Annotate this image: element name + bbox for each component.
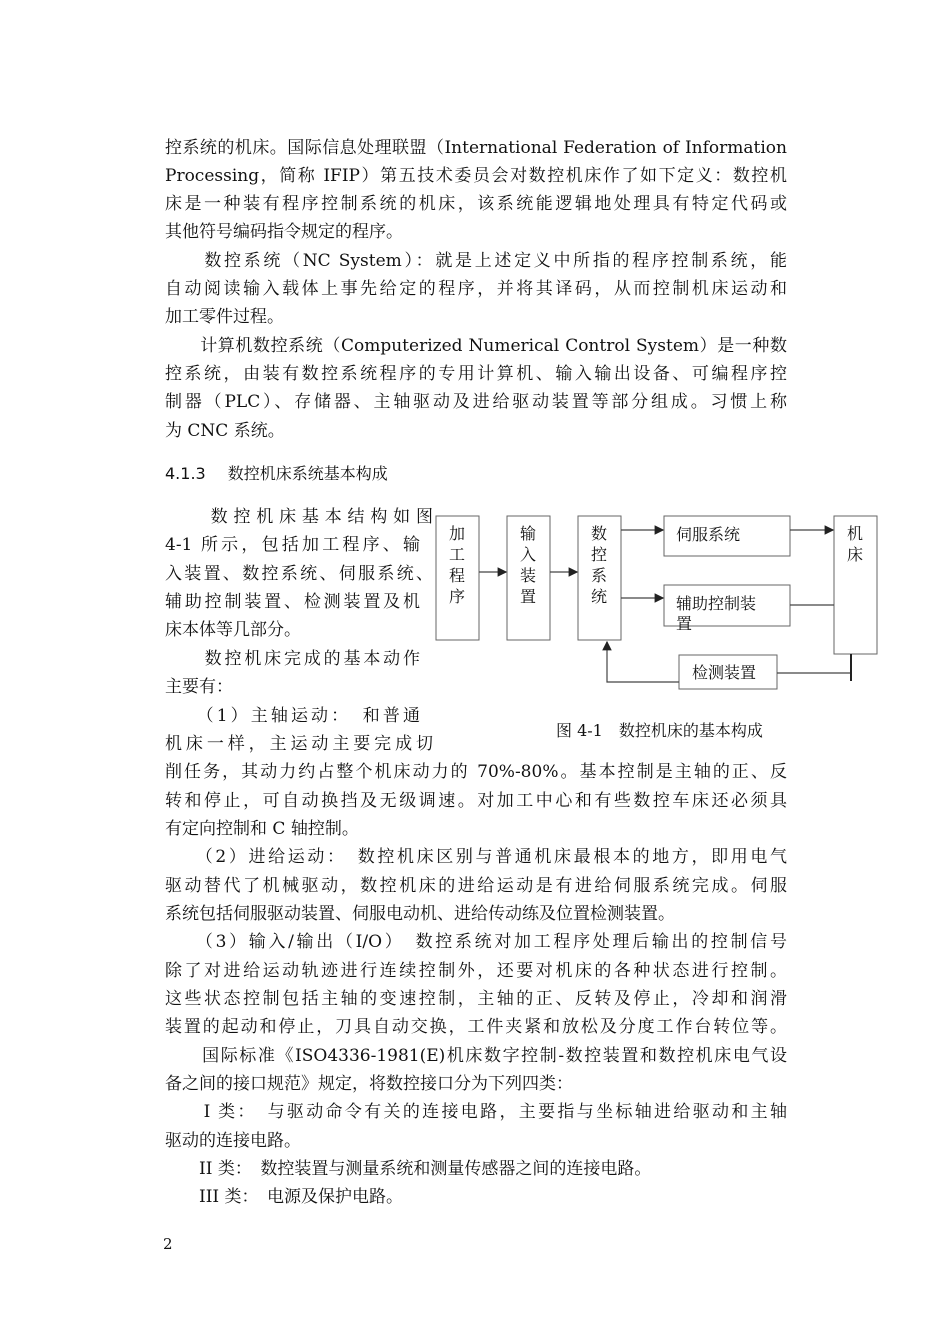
- servo-system-box: [664, 516, 790, 556]
- detect-box-label: 检测装置: [692, 663, 757, 682]
- arrow-detect-to-nc: [607, 642, 679, 682]
- paragraph-line: 有定向控制和 C 轴控制。: [165, 819, 359, 839]
- input-box-char: 装: [520, 566, 537, 585]
- program-box-char: 程: [449, 566, 466, 585]
- aux-box-label-line1: 辅助控制装: [676, 594, 757, 613]
- paragraph-line: I 类： 与驱动命令有关的连接电路，主要指与坐标轴进给驱动和主轴: [165, 1102, 787, 1122]
- section-title: 数控机床系统基本构成: [227, 464, 388, 483]
- paragraph-line: 其他符号编码指令规定的程序。: [165, 222, 403, 242]
- machine-box-char: 机: [847, 524, 864, 543]
- line-machine-to-detect: [777, 654, 851, 673]
- page-number: 2: [163, 1235, 173, 1253]
- nc-box-char: 统: [591, 587, 608, 606]
- paragraph-line: 这些状态控制包括主轴的变速控制，主轴的正、反转及停止，冷却和润滑: [165, 989, 787, 1009]
- detection-device-box: [679, 655, 777, 689]
- program-box-char: 加: [449, 524, 466, 543]
- nc-box-char: 系: [591, 566, 608, 585]
- input-device-box: [507, 516, 550, 640]
- program-box-char: 工: [449, 545, 466, 564]
- input-box-char: 入: [520, 545, 537, 564]
- servo-box-label: 伺服系统: [676, 525, 741, 544]
- paragraph-line: 国际标准《ISO4336-1981(E)机床数字控制-数控装置和数控机床电气设: [165, 1046, 787, 1066]
- section-number: 4.1.3: [165, 464, 206, 483]
- paragraph-line: 控系统的机床。国际信息处理联盟（International Federation of Information: [165, 138, 787, 158]
- paragraph-line: Processing，简称 IFIP）第五技术委员会对数控机床作了如下定义：数控机: [165, 166, 787, 186]
- nc-box-char: 数: [591, 524, 608, 543]
- paragraph-line: 为 CNC 系统。: [165, 421, 285, 441]
- paragraph-line: 制器（PLC）、存储器、主轴驱动及进给驱动装置等部分组成。习惯上称: [165, 392, 787, 412]
- paragraph-line: 除了对进给运动轨迹进行连续控制外，还要对机床的各种状态进行控制。: [165, 961, 787, 981]
- program-box: [436, 516, 479, 640]
- paragraph-line: （1）主轴运动： 和普通: [165, 706, 420, 726]
- paragraph-line: 床本体等几部分。: [165, 620, 301, 640]
- machine-tool-box: [834, 516, 877, 654]
- paragraph-line: 辅助控制装置、检测装置及机: [165, 592, 420, 612]
- paragraph-line: 削任务，其动力约占整个机床动力的 70%-80%。基本控制是主轴的正、反: [165, 762, 787, 782]
- paragraph-line: （3）输入/输出（I/O） 数控系统对加工程序处理后输出的控制信号: [165, 932, 787, 952]
- input-box-char: 置: [520, 587, 537, 606]
- paragraph-line: 自动阅读输入载体上事先给定的程序，并将其译码，从而控制机床运动和: [165, 279, 787, 299]
- paragraph-line: 装置的起动和停止，刀具自动交换，工件夹紧和放松及分度工作台转位等。: [165, 1017, 787, 1037]
- paragraph-line: II 类： 数控装置与测量系统和测量传感器之间的连接电路。: [165, 1159, 652, 1179]
- paragraph-line: 数控机床完成的基本动作: [165, 649, 420, 669]
- paragraph-line: 床是一种装有程序控制系统的机床，该系统能逻辑地处理具有特定代码或: [165, 194, 787, 214]
- paragraph-line: 驱动替代了机械驱动，数控机床的进给运动是有进给伺服系统完成。伺服: [165, 876, 787, 896]
- section-heading: [165, 461, 388, 484]
- paragraph-line: 数控机床基本结构如图: [165, 507, 433, 527]
- paragraph-line: 转和停止，可自动换挡及无级调速。对加工中心和有些数控车床还必须具: [165, 791, 787, 811]
- nc-system-box: [578, 516, 621, 640]
- machine-box-char: 床: [847, 545, 864, 564]
- nc-box-char: 控: [591, 545, 608, 564]
- paragraph-line: 入装置、数控系统、伺服系统、: [165, 564, 433, 584]
- paragraph-line: III 类： 电源及保护电路。: [165, 1187, 404, 1207]
- paragraph-line: 控系统，由装有数控系统程序的专用计算机、输入输出设备、可编程序控: [165, 364, 787, 384]
- paragraph-line: （2）进给运动： 数控机床区别与普通机床最根本的地方，即用电气: [165, 847, 787, 867]
- paragraph-line: 加工零件过程。: [165, 307, 284, 327]
- aux-box-label-line2: 置: [676, 614, 693, 633]
- paragraph-line: 驱动的连接电路。: [165, 1131, 301, 1151]
- paragraph-line: 系统包括伺服驱动装置、伺服电动机、进给传动练及位置检测装置。: [165, 904, 675, 924]
- aux-control-box: [664, 585, 790, 633]
- paragraph-line: 主要有：: [165, 677, 233, 697]
- block-diagram: [430, 505, 880, 690]
- program-box-char: 序: [449, 587, 466, 606]
- input-box-char: 输: [520, 524, 537, 543]
- paragraph-line: 4-1 所示，包括加工程序、输: [165, 535, 420, 555]
- paragraph-line: 计算机数控系统（Computerized Numerical Control System）是一种数: [165, 336, 787, 356]
- paragraph-line: 备之间的接口规范》规定，将数控接口分为下列四类：: [165, 1074, 573, 1094]
- paragraph-line: 机床一样，主运动主要完成切: [165, 734, 433, 754]
- paragraph-line: 数控系统（NC System）：就是上述定义中所指的程序控制系统，能: [165, 251, 787, 271]
- figure-caption: 图 4-1 数控机床的基本构成: [556, 721, 763, 740]
